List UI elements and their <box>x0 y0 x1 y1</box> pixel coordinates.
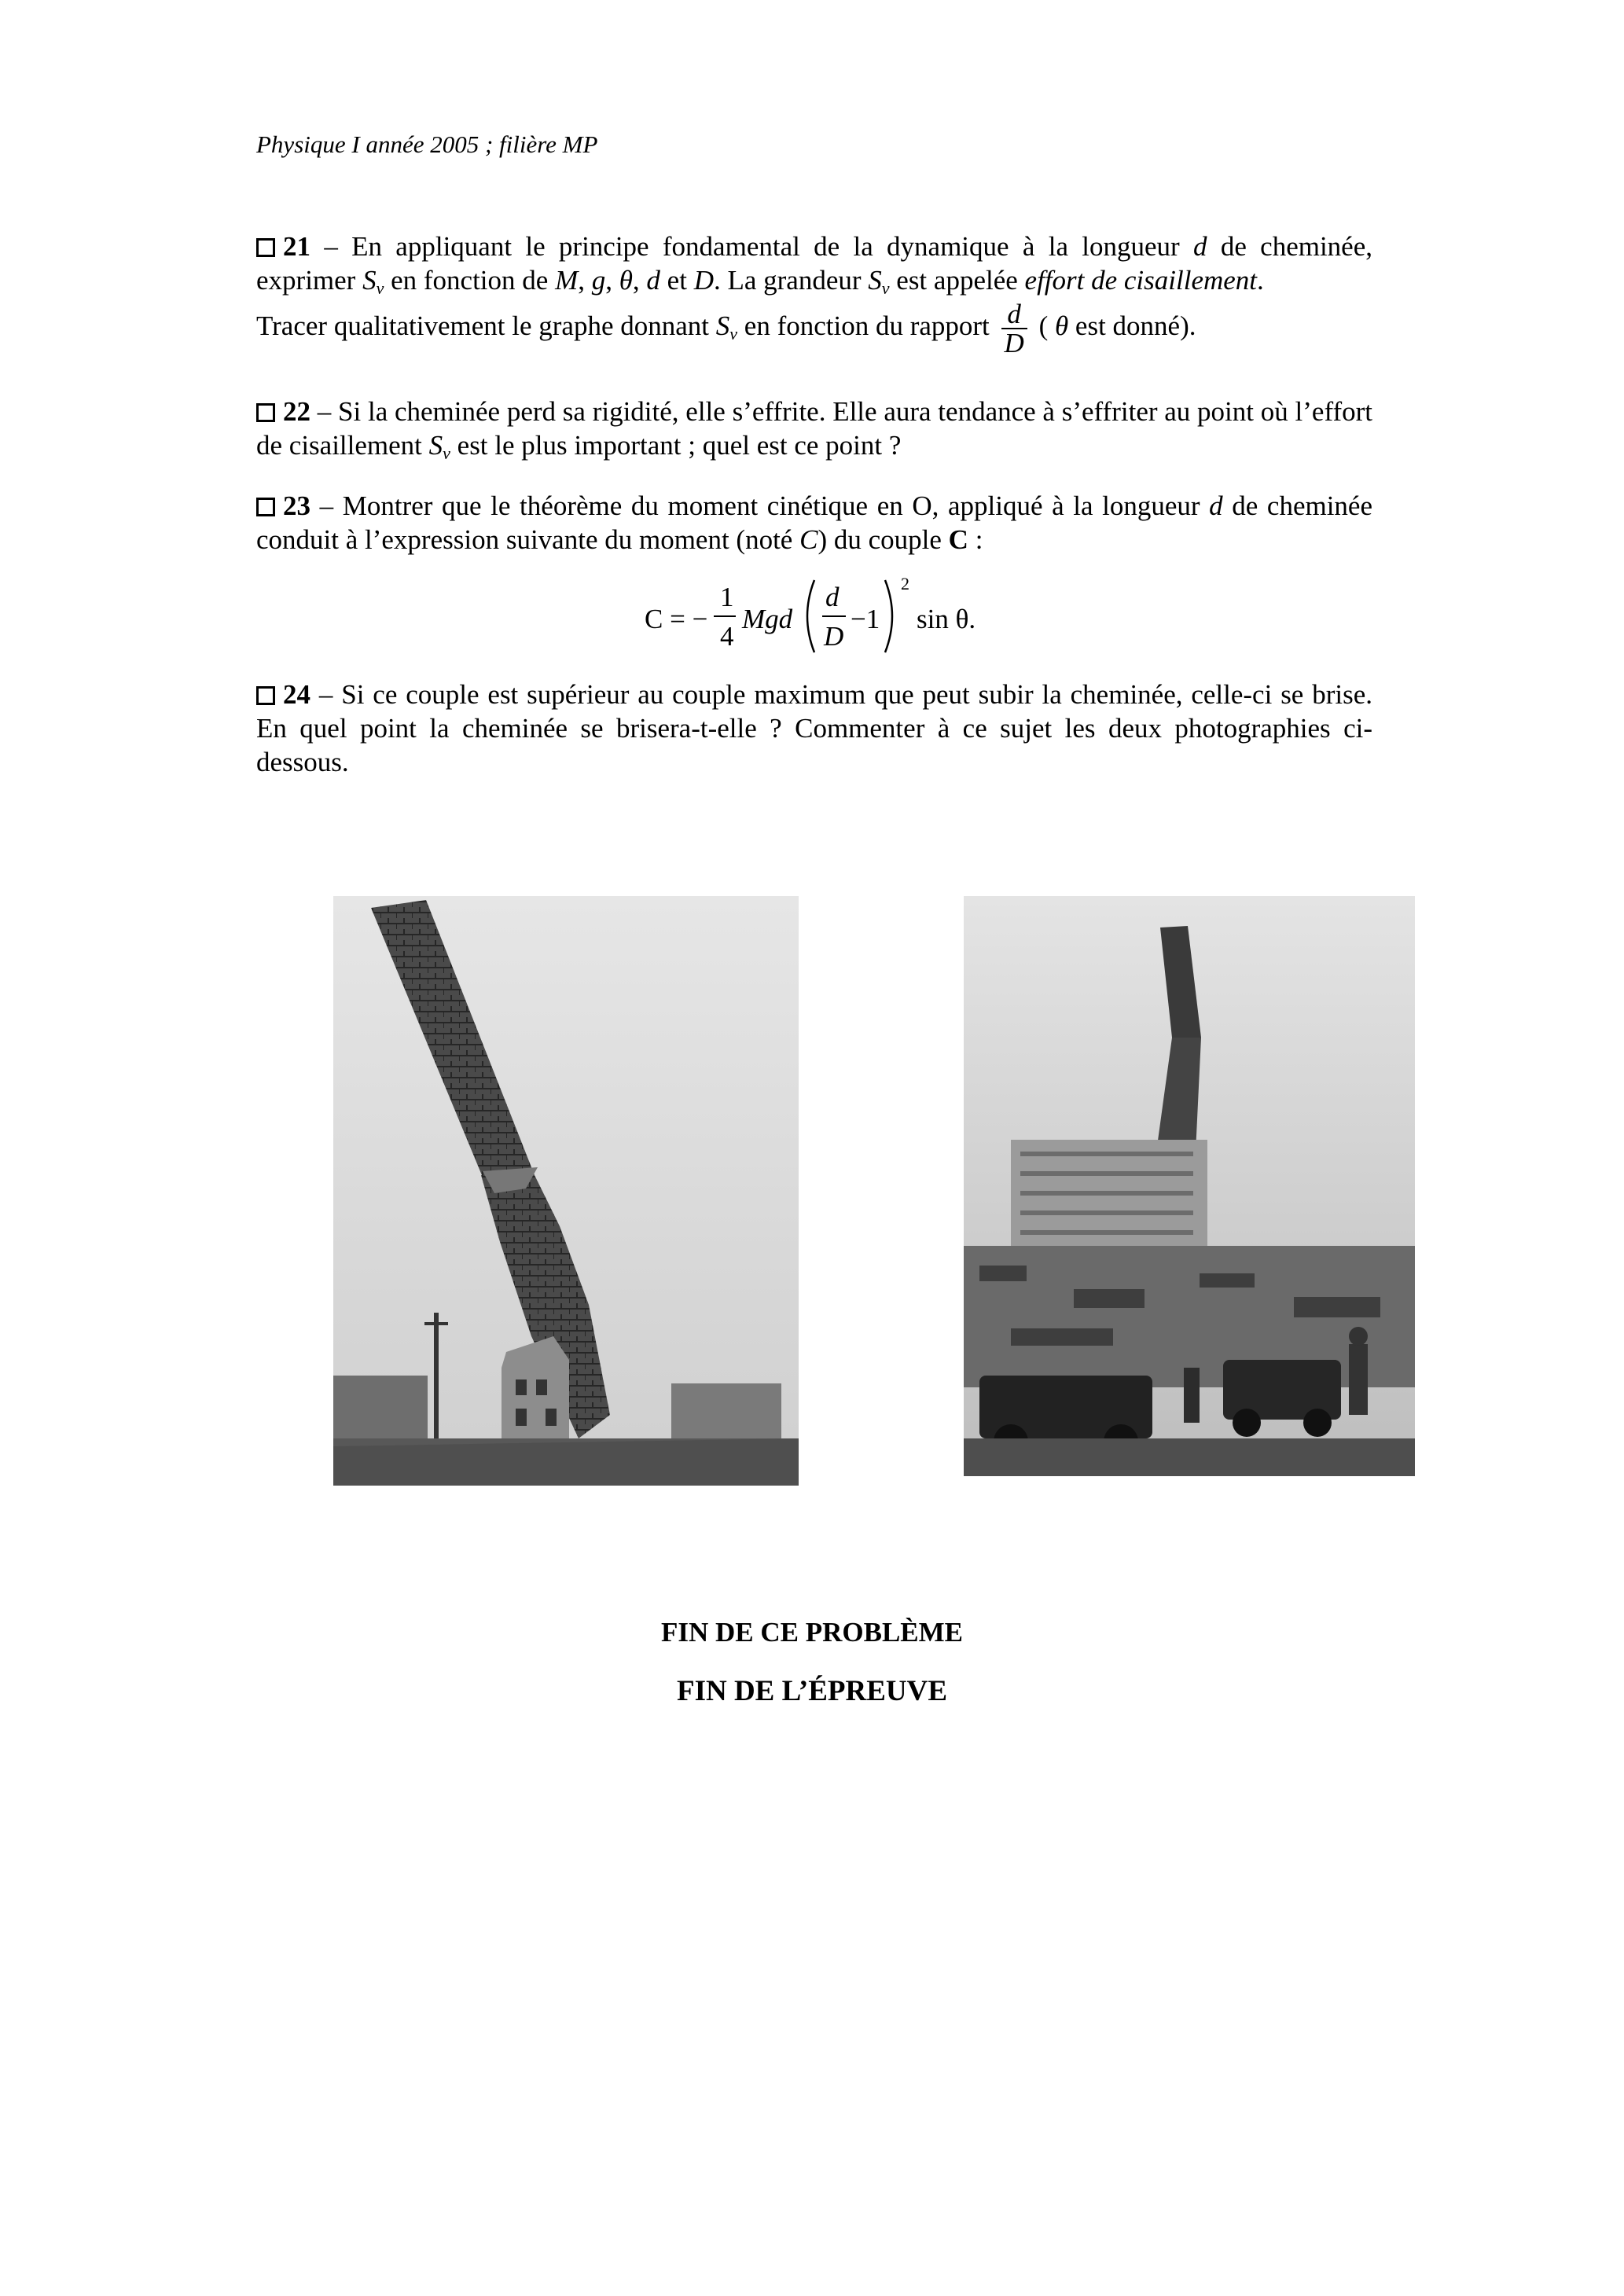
chimney-photo-left <box>333 896 799 1486</box>
left-paren-icon <box>799 577 819 656</box>
right-paren-icon <box>880 577 901 656</box>
end-of-exam: FIN DE L’ÉPREUVE <box>676 1675 948 1707</box>
question-23: 23 – Montrer que le théorème du moment cinétique en O, appliqué à la longueur d de cheminée conduit à l’expression suivante du moment (noté C) du couple C : <box>256 490 1373 555</box>
checkbox-icon <box>256 238 275 257</box>
moment-formula: C = − 1 4 Mgd d D −1 2 sin θ. <box>645 577 1006 656</box>
question-24: 24 – Si ce couple est supérieur au couple maximum que peut subir la cheminée, celle-ci se brise. En quel point la cheminée se brisera-t-elle ? Commenter à ce sujet les deux photographies ci-dessous. <box>256 679 1372 777</box>
page-header: Physique I année 2005 ; filière MP <box>256 130 598 158</box>
end-of-problem: FIN DE CE PROBLÈME <box>660 1617 964 1648</box>
chimney-photo-right <box>964 896 1415 1476</box>
fraction-d-over-D: $\frac{d}{D}$ <box>1001 300 1027 357</box>
question-number: 21 <box>283 231 310 262</box>
checkbox-icon <box>256 498 275 516</box>
question-22: 22 – Si la cheminée perd sa rigidité, elle s’effrite. Elle aura tendance à s’effriter au point où l’effort de cisaillement $S_v$ est le plus important ; quel est ce point ? <box>256 396 1372 463</box>
checkbox-icon <box>256 403 275 422</box>
checkbox-icon <box>256 686 275 705</box>
question-21: 21 – En appliquant le principe fondamental de la dynamique à la longueur d de cheminée, exprimer $S_v$ en fonction de M, g, θ, d et D. La grandeur $S_v$ est appelée effort de cisaillement. Tracer qualitativement le graphe donnant $S_v$ en fonction du rapport $\frac{d}{D}$ ( θ est donné). <box>256 231 1373 358</box>
